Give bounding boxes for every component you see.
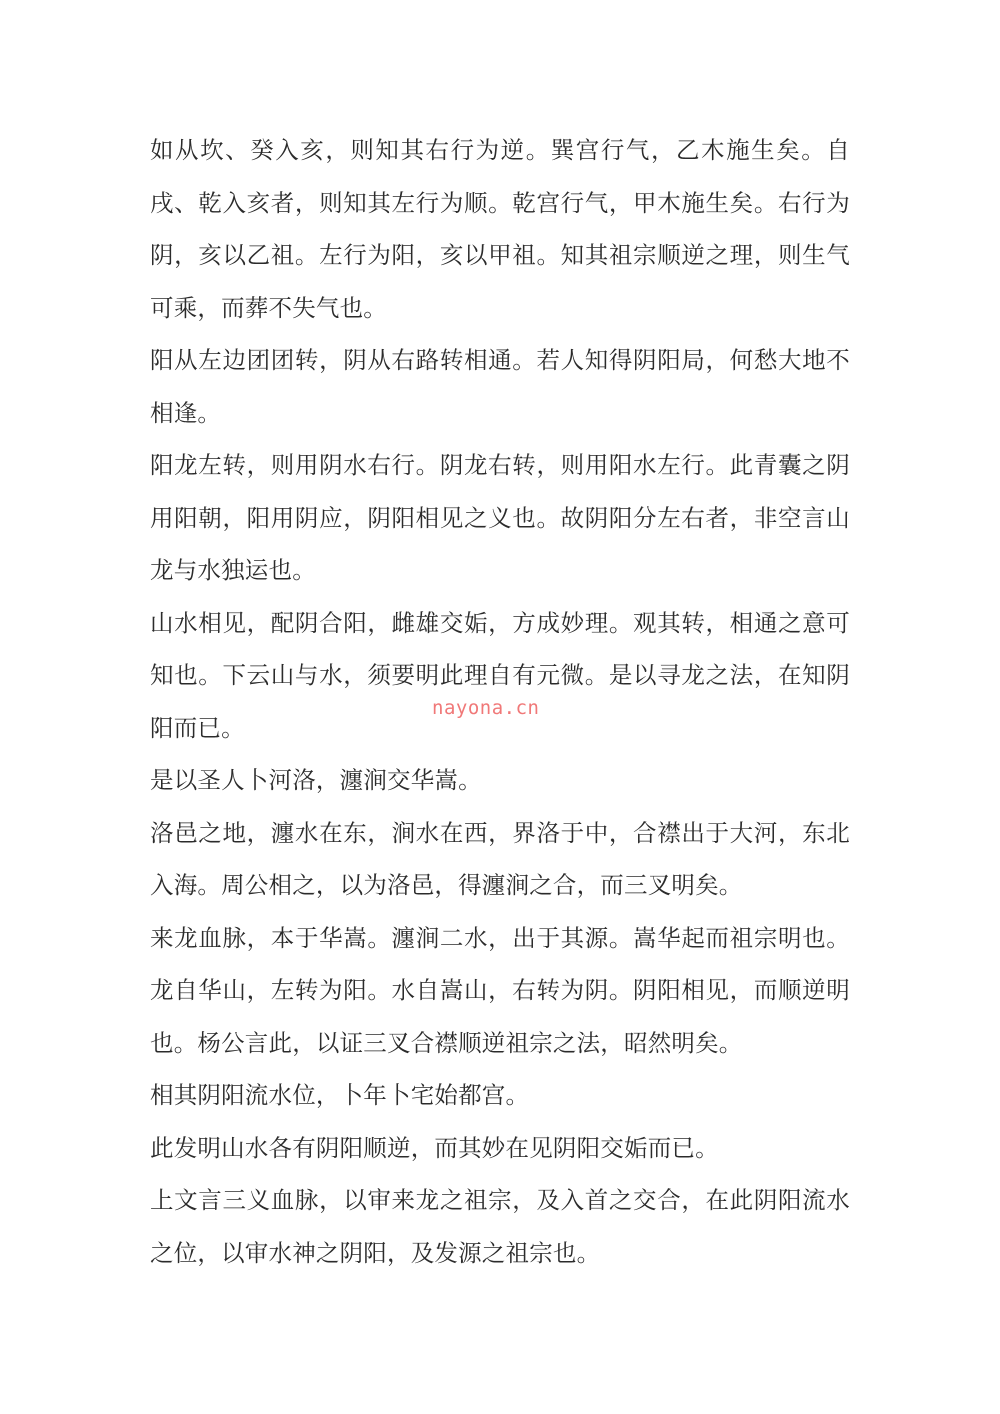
paragraph-9: 此发明山水各有阴阳顺逆，而其妙在见阴阳交姤而已。 [150, 1133, 719, 1162]
paragraph-5: 是以圣人卜河洛，瀍涧交华嵩。 [150, 766, 482, 794]
paragraph-4: 山水相见，配阴合阳，雌雄交姤，方成妙理。观其转，相通之意可知也。下云山与水，须要明此理自有元微。是以寻龙之法，在知阴阳而已。 [150, 608, 850, 742]
paragraph-10: 上文言三义血脉，以审来龙之祖宗，及入首之交合，在此阴阳流水之位，以审水神之阴阳，及发源之祖宗也。 [150, 1186, 850, 1267]
watermark: nayona.cn [432, 697, 540, 719]
paragraph-2: 阳从左边团团转，阴从右路转相通。若人知得阴阳局，何愁大地不相逢。 [150, 346, 850, 427]
paragraph-8: 相其阴阳流水位，卜年卜宅始都宫。 [150, 1081, 530, 1109]
paragraph-3: 阳龙左转，则用阴水右行。阴龙右转，则用阳水左行。此青囊之阴用阳朝，阳用阴应，阴阳相见之义也。故阴阳分左右者，非空言山龙与水独运也。 [150, 451, 850, 584]
paragraph-1: 如从坎、癸入亥，则知其右行为逆。巽宫行气，乙木施生矣。自戌、乾入亥者，则知其左行为顺。乾宫行气，甲木施生矣。右行为阴，亥以乙祖。左行为阳，亥以甲祖。知其祖宗顺逆之理，则生气可乘，而葬不失气也。 [150, 136, 850, 322]
paragraph-7: 来龙血脉，本于华嵩。瀍涧二水，出于其源。嵩华起而祖宗明也。龙自华山，左转为阳。水自嵩山，右转为阴。阴阳相见，而顺逆明也。杨公言此，以证三叉合襟顺逆祖宗之法，昭然明矣。 [150, 923, 850, 1057]
paragraph-6: 洛邑之地，瀍水在东，涧水在西，界洛于中，合襟出于大河，东北入海。周公相之，以为洛邑，得瀍涧之合，而三叉明矣。 [150, 818, 850, 899]
